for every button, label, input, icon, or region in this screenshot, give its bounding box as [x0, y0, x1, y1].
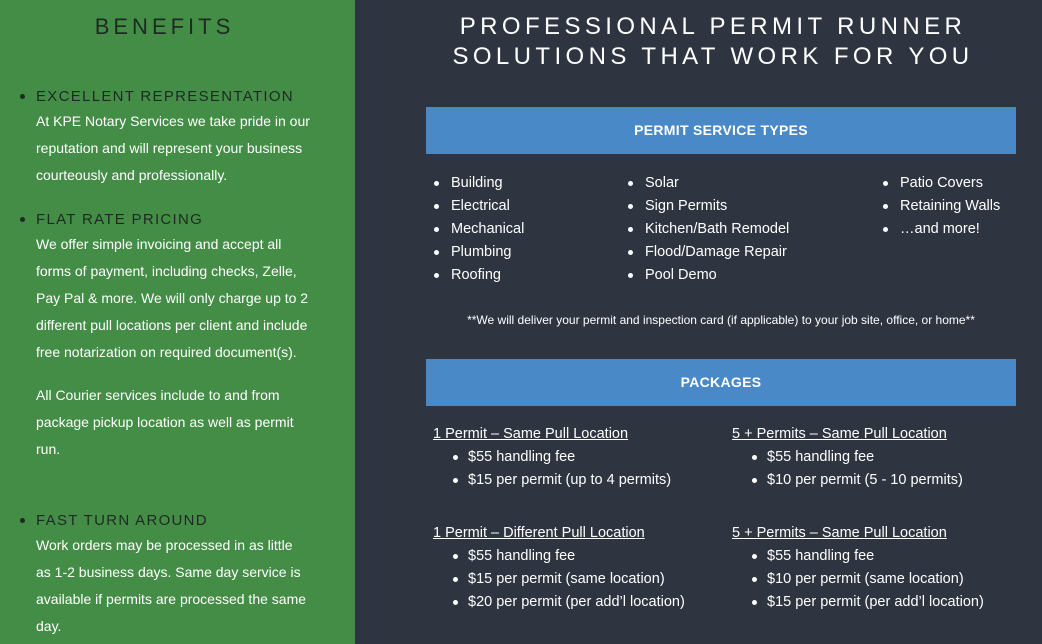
service-type-item: …and more! — [875, 218, 1000, 241]
benefit-heading: FAST TURN AROUND — [36, 512, 208, 529]
package-line: $10 per permit (5 - 10 permits) — [732, 469, 1032, 492]
package-card — [433, 522, 733, 614]
package-line: $20 per permit (per add’l location) — [433, 591, 733, 614]
service-types-header: PERMIT SERVICE TYPES — [426, 107, 1016, 154]
service-type-item: Kitchen/Bath Remodel — [620, 218, 789, 241]
service-type-item: Roofing — [426, 264, 524, 287]
delivery-note: **We will deliver your permit and inspection card (if applicable) to your job site, office, or home** — [467, 313, 975, 327]
benefit-heading: FLAT RATE PRICING — [36, 211, 204, 228]
package-title: 1 Permit – Same Pull Location — [433, 426, 629, 442]
benefit-paragraph: We offer simple invoicing and accept all forms of payment, including checks, Zelle, Pay Pal & more. We will only charge up to 2 different pull locations per client and include free notarization on required document(s). — [36, 236, 309, 360]
package-line: $15 per permit (per add’l location) — [732, 591, 1032, 614]
service-type-item: Flood/Damage Repair — [620, 241, 789, 264]
packages-header: PACKAGES — [426, 359, 1016, 406]
service-types-col-3 — [875, 172, 1000, 241]
package-card — [732, 423, 1032, 492]
bullet-icon — [20, 94, 25, 99]
package-line: $55 handling fee — [433, 545, 733, 568]
benefit-flat-rate-pricing — [20, 211, 320, 463]
service-type-item: Mechanical — [426, 218, 524, 241]
package-title: 5 + Permits – Same Pull Location — [732, 426, 947, 442]
benefits-title: BENEFITS — [94, 14, 235, 39]
package-card — [732, 522, 1032, 614]
service-type-item: Patio Covers — [875, 172, 1000, 195]
package-line: $10 per permit (same location) — [732, 568, 1032, 591]
package-line: $55 handling fee — [433, 446, 733, 469]
package-line: $55 handling fee — [732, 446, 1032, 469]
service-type-item: Electrical — [426, 195, 524, 218]
benefit-text — [36, 231, 311, 463]
package-card — [433, 423, 733, 492]
service-types-col-1 — [426, 172, 524, 287]
page-title-line-2: SOLUTIONS THAT WORK FOR YOU — [452, 43, 974, 70]
bullet-icon — [20, 217, 25, 222]
service-type-item: Building — [426, 172, 524, 195]
service-type-item: Plumbing — [426, 241, 524, 264]
package-line: $15 per permit (same location) — [433, 568, 733, 591]
page-title-line-1: PROFESSIONAL PERMIT RUNNER — [459, 13, 967, 40]
service-types-col-2 — [620, 172, 789, 287]
benefit-text — [36, 108, 311, 189]
service-type-item: Solar — [620, 172, 789, 195]
bullet-icon — [20, 518, 25, 523]
service-type-item: Sign Permits — [620, 195, 789, 218]
page-title — [355, 12, 1042, 72]
service-type-item: Retaining Walls — [875, 195, 1000, 218]
benefit-paragraph: At KPE Notary Services we take pride in our reputation and will represent your business courteously and professionally. — [36, 113, 310, 183]
benefits-panel — [0, 0, 355, 644]
benefit-text — [36, 532, 311, 640]
benefit-paragraph: All Courier services include to and from package pickup location as well as permit run. — [36, 387, 294, 457]
package-line: $55 handling fee — [732, 545, 1032, 568]
benefit-heading: EXCELLENT REPRESENTATION — [36, 88, 294, 105]
service-type-item: Pool Demo — [620, 264, 789, 287]
package-title: 5 + Permits – Same Pull Location — [732, 525, 947, 541]
benefit-paragraph: Work orders may be processed in as little as 1-2 business days. Same day service is available if permits are processed the same day. — [36, 537, 307, 634]
benefit-fast-turn-around — [20, 512, 320, 640]
package-title: 1 Permit – Different Pull Location — [433, 525, 645, 541]
permit-panel — [355, 0, 1042, 644]
benefit-excellent-representation — [20, 88, 320, 189]
package-line: $15 per permit (up to 4 permits) — [433, 469, 733, 492]
